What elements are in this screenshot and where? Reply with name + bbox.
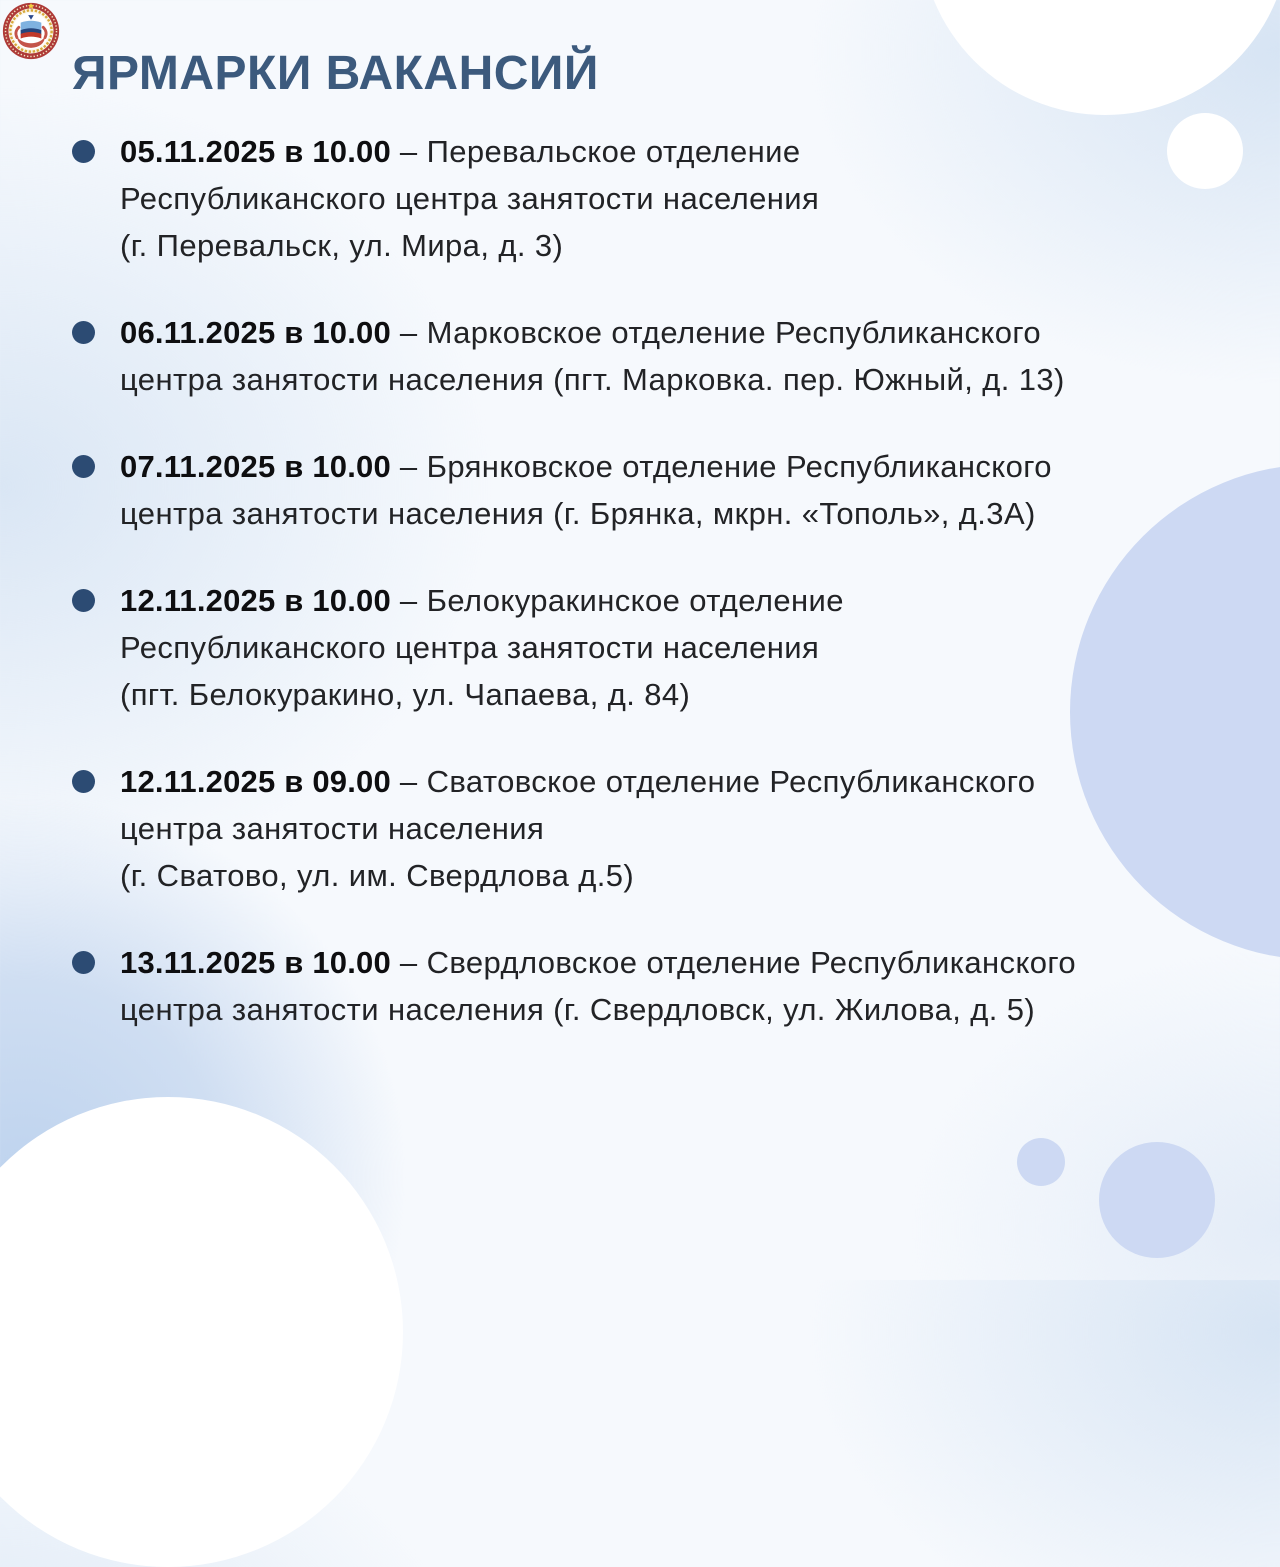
event-datetime: 12.11.2025 в 09.00	[120, 764, 391, 799]
event-address: центра занятости населения (пгт. Марковка. пер. Южный, д. 13)	[120, 362, 1065, 397]
event-list	[72, 128, 1212, 1073]
decor-circle-bottom-dot	[1017, 1138, 1065, 1186]
event-headline: – Брянковское отделение Республиканского	[390, 449, 1052, 484]
event-headline: – Белокуракинское отделение	[390, 583, 844, 618]
event-line: Республиканского центра занятости населения	[120, 181, 820, 216]
event-line: центра занятости населения	[120, 811, 545, 846]
event-item-1	[72, 128, 1212, 269]
event-datetime: 05.11.2025 в 10.00	[120, 134, 391, 169]
event-headline: – Марковское отделение Республиканского	[390, 315, 1042, 350]
event-datetime: 12.11.2025 в 10.00	[120, 583, 391, 618]
event-address: (г. Перевальск, ул. Мира, д. 3)	[120, 228, 564, 263]
event-headline: – Перевальское отделение	[390, 134, 801, 169]
event-text	[120, 443, 1212, 537]
event-datetime: 13.11.2025 в 10.00	[120, 945, 391, 980]
event-line: Республиканского центра занятости населения	[120, 630, 820, 665]
decor-circle-bottom-left	[0, 1097, 403, 1567]
bullet-icon	[72, 589, 95, 612]
event-text	[120, 758, 1212, 899]
event-datetime: 07.11.2025 в 10.00	[120, 449, 391, 484]
event-item-2	[72, 309, 1212, 403]
bullet-icon	[72, 321, 95, 344]
decor-circle-top-right	[920, 0, 1280, 115]
event-address: (пгт. Белокуракино, ул. Чапаева, д. 84)	[120, 677, 691, 712]
event-text	[120, 939, 1212, 1033]
event-datetime: 06.11.2025 в 10.00	[120, 315, 391, 350]
event-item-3	[72, 443, 1212, 537]
page-title: ЯРМАРКИ ВАКАНСИЙ	[72, 47, 599, 100]
bullet-icon	[72, 770, 95, 793]
event-headline: – Свердловское отделение Республиканского	[390, 945, 1077, 980]
bullet-icon	[72, 140, 95, 163]
event-item-5	[72, 758, 1212, 899]
event-text	[120, 309, 1212, 403]
event-address: (г. Сватово, ул. им. Свердлова д.5)	[120, 858, 635, 893]
bullet-icon	[72, 455, 95, 478]
ministry-emblem-logo	[1, 1, 61, 61]
event-item-6	[72, 939, 1212, 1033]
decor-circle-bottom-right	[1099, 1142, 1215, 1258]
bullet-icon	[72, 951, 95, 974]
event-address: центра занятости населения (г. Брянка, мкрн. «Тополь», д.3А)	[120, 496, 1036, 531]
event-address: центра занятости населения (г. Свердловск, ул. Жилова, д. 5)	[120, 992, 1036, 1027]
event-headline: – Сватовское отделение Республиканского	[390, 764, 1036, 799]
event-text	[120, 577, 1212, 718]
event-item-4	[72, 577, 1212, 718]
event-text	[120, 128, 1212, 269]
